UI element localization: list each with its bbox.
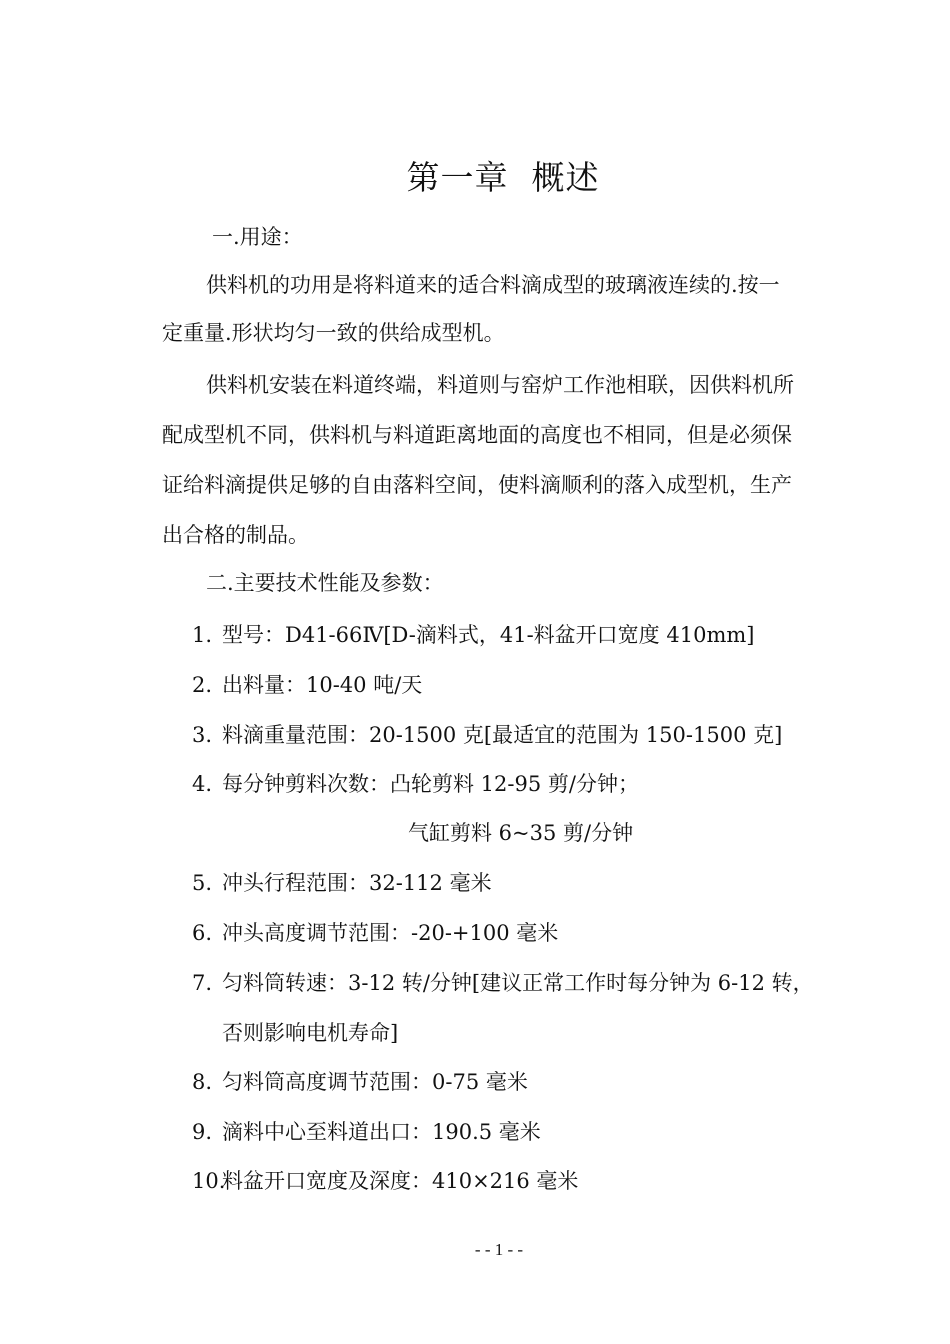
item-text: 匀料筒转速：3-12 转/分钟[建议正常工作时每分钟为 6-12 转， — [222, 971, 814, 995]
item-number: 8. — [192, 1070, 213, 1094]
item-number: 9. — [192, 1120, 213, 1144]
item-number: 6. — [192, 921, 213, 945]
item-text: 型号：D41-66Ⅳ[D-滴料式，41-料盆开口宽度 410mm] — [222, 623, 755, 647]
item-text: 冲头高度调节范围：-20-+100 毫米 — [222, 921, 559, 945]
item-text: 料盆开口宽度及深度：410×216 毫米 — [222, 1169, 579, 1193]
paragraph-line: 配成型机不同，供料机与料道距离地面的高度也不相同，但是必须保 — [162, 423, 792, 447]
spec-item — [192, 868, 492, 898]
paragraph-line: 供料机的功用是将料道来的适合料滴成型的玻璃液连续的.按一 — [206, 273, 780, 297]
page-number: - - 1 - - — [474, 1240, 524, 1259]
paragraph-line: 供料机安装在料道终端，料道则与窑炉工作池相联，因供料机所 — [206, 373, 794, 397]
paragraph-line: 定重量.形状均匀一致的供给成型机。 — [162, 321, 505, 345]
item-text: 每分钟剪料次数：凸轮剪料 12-95 剪/分钟； — [222, 772, 639, 796]
spec-item-continuation: 气缸剪料 6~35 剪/分钟 — [408, 821, 634, 845]
chapter-title: 第一章 概述 — [406, 158, 600, 197]
item-number: 2. — [192, 673, 213, 697]
spec-item — [192, 968, 814, 998]
spec-item — [192, 918, 558, 948]
section-heading-specs: 二.主要技术性能及参数： — [206, 571, 444, 595]
item-number: 1. — [192, 623, 213, 647]
item-text: 滴料中心至料道出口：190.5 毫米 — [222, 1120, 541, 1144]
item-number: 5. — [192, 871, 213, 895]
item-text: 冲头行程范围：32-112 毫米 — [222, 871, 492, 895]
item-number: 3. — [192, 723, 213, 747]
item-text: 匀料筒高度调节范围：0-75 毫米 — [222, 1070, 528, 1094]
spec-item-continuation: 否则影响电机寿命] — [222, 1021, 399, 1045]
spec-item — [192, 670, 422, 700]
spec-item — [192, 720, 782, 750]
spec-item — [192, 620, 754, 650]
spec-item — [192, 769, 639, 799]
spec-item — [192, 1067, 528, 1097]
item-text: 料滴重量范围：20-1500 克[最适宜的范围为 150-1500 克] — [222, 723, 783, 747]
item-number: 7. — [192, 971, 213, 995]
paragraph-line: 证给料滴提供足够的自由落料空间，使料滴顺利的落入成型机，生产 — [162, 473, 792, 497]
item-text: 出料量：10-40 吨/天 — [222, 673, 423, 697]
spec-item — [192, 1117, 541, 1147]
paragraph-line: 出合格的制品。 — [162, 523, 309, 547]
item-number: 10. — [192, 1169, 226, 1193]
item-number: 4. — [192, 772, 213, 796]
section-heading-usage: 一.用途： — [212, 225, 303, 249]
spec-item — [192, 1166, 578, 1196]
